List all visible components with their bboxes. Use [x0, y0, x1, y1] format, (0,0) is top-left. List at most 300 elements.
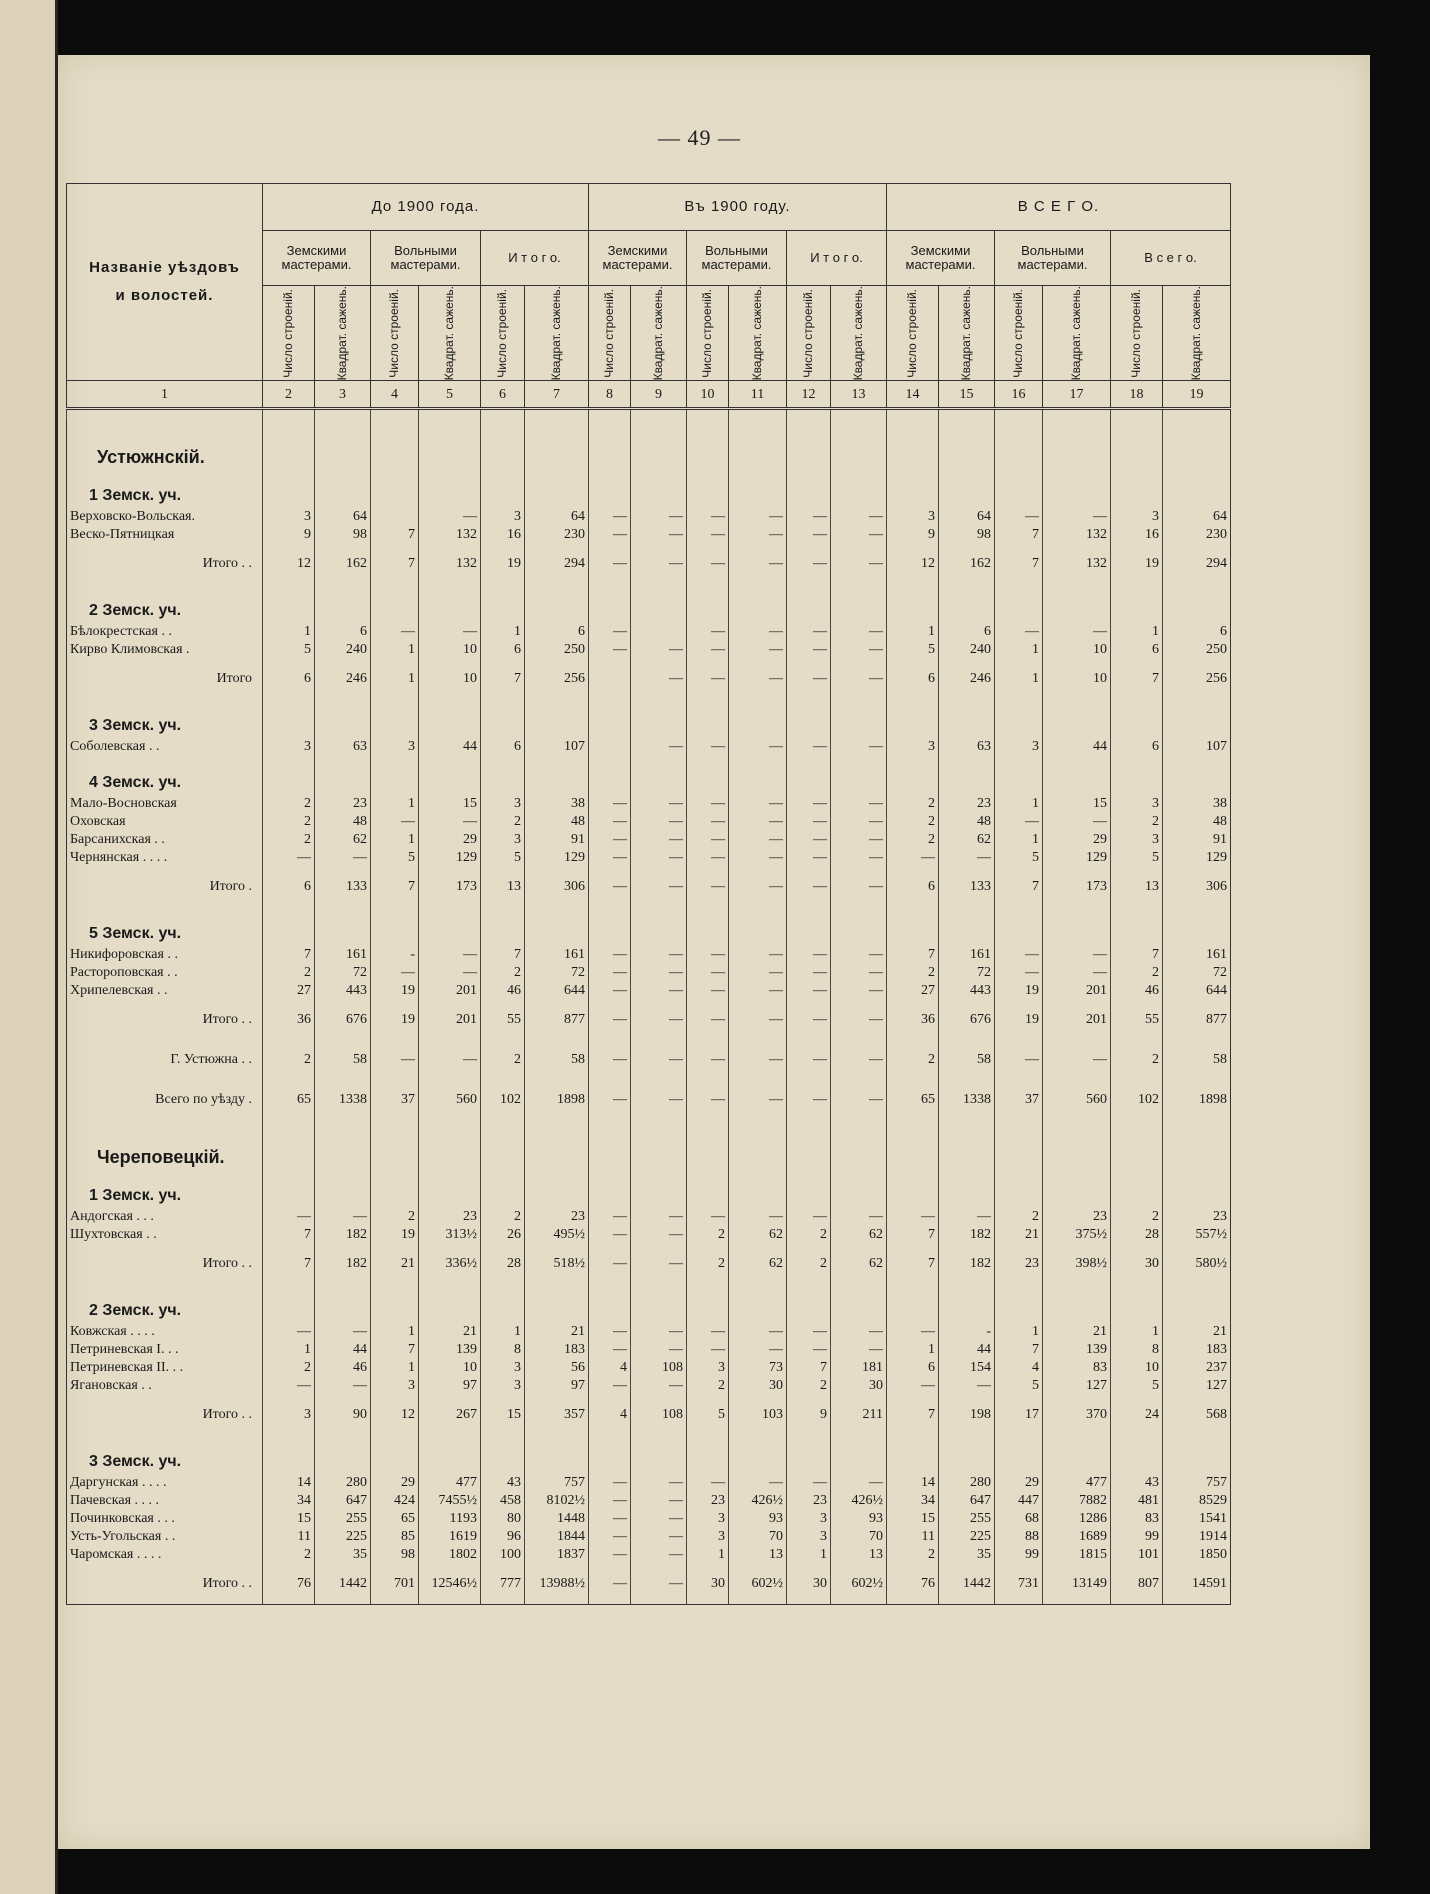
cell-col-15: 246 [939, 659, 995, 699]
cell-col-10 [687, 1120, 729, 1169]
cell-col-17: 560 [1043, 1080, 1111, 1120]
cell-col-2: 11 [263, 1528, 315, 1546]
cell-col-7: 107 [525, 738, 589, 756]
cell-col-4: 7 [371, 867, 419, 907]
cell-col-14 [887, 1169, 939, 1208]
page-number: — 49 — [658, 125, 741, 150]
cell-col-13 [831, 699, 887, 738]
cell-col-10: — [687, 641, 729, 659]
spacer-cell [939, 409, 995, 421]
column-number-16: 16 [995, 381, 1043, 409]
cell-col-16 [995, 1169, 1043, 1208]
group-header-4: Земскими мастерами. [589, 231, 687, 286]
cell-col-14 [887, 907, 939, 946]
cell-col-8 [589, 469, 631, 508]
cell-col-18 [1111, 420, 1163, 469]
cell-col-7: 518½ [525, 1244, 589, 1284]
cell-col-10: — [687, 849, 729, 867]
cell-col-18 [1111, 1169, 1163, 1208]
cell-col-9: — [631, 526, 687, 544]
cell-col-12: 7 [787, 1359, 831, 1377]
row-name: Даргунская . . . . [67, 1474, 263, 1492]
cell-col-7: 13988½ [525, 1564, 589, 1605]
period-header-total: В С Е Г О. [887, 184, 1231, 231]
cell-col-3: — [315, 849, 371, 867]
cell-col-10: 30 [687, 1564, 729, 1605]
cell-col-5: — [419, 964, 481, 982]
cell-col-9: — [631, 641, 687, 659]
column-number-18: 18 [1111, 381, 1163, 409]
group-header-6: И т о г о. [787, 231, 887, 286]
cell-col-10: — [687, 659, 729, 699]
cell-col-19: 250 [1163, 641, 1231, 659]
cell-col-9 [631, 469, 687, 508]
cell-col-8 [589, 699, 631, 738]
cell-col-9: — [631, 1323, 687, 1341]
cell-col-9: — [631, 659, 687, 699]
cell-col-14 [887, 420, 939, 469]
cell-col-3: 225 [315, 1528, 371, 1546]
cell-col-9: — [631, 1244, 687, 1284]
cell-col-6: 458 [481, 1492, 525, 1510]
cell-col-7 [525, 1435, 589, 1474]
cell-col-9: — [631, 831, 687, 849]
table-row [67, 1510, 1231, 1528]
subheader-label: Число строеній. [495, 288, 510, 378]
cell-col-7 [525, 1169, 589, 1208]
cell-col-2: 34 [263, 1492, 315, 1510]
cell-col-5 [419, 420, 481, 469]
cell-col-16: 19 [995, 1000, 1043, 1040]
cell-col-16: 7 [995, 1341, 1043, 1359]
subheader-label: Число строеній. [387, 288, 402, 378]
cell-col-2: 27 [263, 982, 315, 1000]
cell-col-2: 3 [263, 508, 315, 526]
cell-col-16: — [995, 946, 1043, 964]
cell-col-6: 3 [481, 508, 525, 526]
cell-col-12: 3 [787, 1528, 831, 1546]
column-number-9: 9 [631, 381, 687, 409]
subheader-18 [1111, 286, 1163, 381]
subheader-label: Число строеній. [700, 288, 715, 378]
cell-col-5: 560 [419, 1080, 481, 1120]
cell-col-10: — [687, 1323, 729, 1341]
cell-col-18: 46 [1111, 982, 1163, 1000]
cell-col-2: 2 [263, 795, 315, 813]
cell-col-8: — [589, 1000, 631, 1040]
cell-col-5 [419, 1120, 481, 1169]
spacer-cell [589, 409, 631, 421]
cell-col-19: 21 [1163, 1323, 1231, 1341]
cell-col-3: 98 [315, 526, 371, 544]
cell-col-8: — [589, 1474, 631, 1492]
table-row [67, 1226, 1231, 1244]
cell-col-14: 36 [887, 1000, 939, 1040]
spacer-cell [67, 409, 263, 421]
table-header [67, 184, 1231, 409]
cell-col-17: 10 [1043, 641, 1111, 659]
cell-col-16: 19 [995, 982, 1043, 1000]
subheader-4 [371, 286, 419, 381]
cell-col-18: 3 [1111, 508, 1163, 526]
cell-col-16: 7 [995, 544, 1043, 584]
cell-col-14: — [887, 1323, 939, 1341]
cell-col-13: — [831, 982, 887, 1000]
cell-col-19: 580½ [1163, 1244, 1231, 1284]
cell-col-5: 129 [419, 849, 481, 867]
cell-col-6 [481, 699, 525, 738]
cell-col-13 [831, 1120, 887, 1169]
subheader-label: Число строеній. [905, 288, 920, 378]
cell-col-19: 877 [1163, 1000, 1231, 1040]
cell-col-9 [631, 699, 687, 738]
cell-col-2 [263, 907, 315, 946]
table-row [67, 795, 1231, 813]
cell-col-2: 5 [263, 641, 315, 659]
cell-col-2: 1 [263, 623, 315, 641]
cell-col-13: 30 [831, 1377, 887, 1395]
cell-col-18: 19 [1111, 544, 1163, 584]
cell-col-19: 237 [1163, 1359, 1231, 1377]
cell-col-6: 1 [481, 1323, 525, 1341]
cell-col-11 [729, 1120, 787, 1169]
cell-col-15: 161 [939, 946, 995, 964]
cell-col-3: 1442 [315, 1564, 371, 1605]
cell-col-13: — [831, 508, 887, 526]
subheader-8 [589, 286, 631, 381]
cell-col-12: — [787, 982, 831, 1000]
cell-col-8 [589, 1284, 631, 1323]
cell-col-11: 62 [729, 1244, 787, 1284]
cell-col-2 [263, 1435, 315, 1474]
cell-col-12: — [787, 831, 831, 849]
cell-col-4 [371, 1120, 419, 1169]
district-row [67, 420, 1231, 469]
table-row [67, 1546, 1231, 1564]
row-name: Чернянская . . . . [67, 849, 263, 867]
cell-col-18 [1111, 469, 1163, 508]
cell-col-19: 1914 [1163, 1528, 1231, 1546]
cell-col-17: 132 [1043, 544, 1111, 584]
cell-col-11 [729, 907, 787, 946]
cell-col-14: — [887, 849, 939, 867]
cell-col-11: — [729, 526, 787, 544]
table-row [67, 946, 1231, 964]
cell-col-15: 48 [939, 813, 995, 831]
cell-col-18: 2 [1111, 1040, 1163, 1080]
cell-col-17: — [1043, 946, 1111, 964]
cell-col-12 [787, 1435, 831, 1474]
cell-col-3: 90 [315, 1395, 371, 1435]
cell-col-7: 757 [525, 1474, 589, 1492]
cell-col-14: 9 [887, 526, 939, 544]
cell-col-11 [729, 469, 787, 508]
section-row [67, 907, 1231, 946]
cell-col-13: — [831, 795, 887, 813]
cell-col-6: 2 [481, 813, 525, 831]
cell-col-6: 1 [481, 623, 525, 641]
cell-col-12: — [787, 1474, 831, 1492]
cell-col-15 [939, 699, 995, 738]
cell-col-16: 1 [995, 659, 1043, 699]
cell-col-19 [1163, 756, 1231, 795]
cell-col-12 [787, 907, 831, 946]
cell-col-9: — [631, 738, 687, 756]
cell-col-2 [263, 469, 315, 508]
section-row [67, 469, 1231, 508]
cell-col-10: — [687, 738, 729, 756]
cell-col-6: 80 [481, 1510, 525, 1528]
cell-col-13 [831, 907, 887, 946]
cell-col-4: 21 [371, 1244, 419, 1284]
cell-col-9: — [631, 813, 687, 831]
cell-col-19: 294 [1163, 544, 1231, 584]
cell-col-9: — [631, 1040, 687, 1080]
cell-col-16: 731 [995, 1564, 1043, 1605]
cell-col-8: — [589, 982, 631, 1000]
cell-col-7: 8102½ [525, 1492, 589, 1510]
cell-col-6: 96 [481, 1528, 525, 1546]
cell-col-3: 46 [315, 1359, 371, 1377]
cell-col-3 [315, 1284, 371, 1323]
cell-col-13: 93 [831, 1510, 887, 1528]
cell-col-2: 7 [263, 946, 315, 964]
group-header-5: Вольными мастерами. [687, 231, 787, 286]
cell-col-3: 44 [315, 1341, 371, 1359]
cell-col-3: 35 [315, 1546, 371, 1564]
cell-col-13: — [831, 738, 887, 756]
cell-col-17: 1286 [1043, 1510, 1111, 1528]
cell-col-2 [263, 420, 315, 469]
cell-col-2: 1 [263, 1341, 315, 1359]
cell-col-19 [1163, 584, 1231, 623]
cell-col-17: 13149 [1043, 1564, 1111, 1605]
cell-col-10: — [687, 867, 729, 907]
cell-col-5: 132 [419, 526, 481, 544]
cell-col-3: 280 [315, 1474, 371, 1492]
cell-col-7: 495½ [525, 1226, 589, 1244]
group-header-7: Земскими мастерами. [887, 231, 995, 286]
cell-col-16 [995, 469, 1043, 508]
cell-col-8: — [589, 849, 631, 867]
cell-col-7: 21 [525, 1323, 589, 1341]
cell-col-4: 85 [371, 1528, 419, 1546]
cell-col-7: 1448 [525, 1510, 589, 1528]
cell-col-17: 23 [1043, 1208, 1111, 1226]
row-name: Итого . . [67, 1244, 263, 1284]
cell-col-7: 1844 [525, 1528, 589, 1546]
cell-col-15: 182 [939, 1226, 995, 1244]
cell-col-10: 2 [687, 1244, 729, 1284]
cell-col-7: 644 [525, 982, 589, 1000]
cell-col-19: 1898 [1163, 1080, 1231, 1120]
cell-col-12: — [787, 813, 831, 831]
spacer-cell [1111, 409, 1163, 421]
subheader-12 [787, 286, 831, 381]
cell-col-19: 48 [1163, 813, 1231, 831]
cell-col-14: 15 [887, 1510, 939, 1528]
cell-col-14: 1 [887, 623, 939, 641]
cell-col-3: 161 [315, 946, 371, 964]
spacer-cell [525, 409, 589, 421]
cell-col-6 [481, 1284, 525, 1323]
row-name: Хрипелевская . . [67, 982, 263, 1000]
cell-col-14: 7 [887, 1244, 939, 1284]
cell-col-7: 183 [525, 1341, 589, 1359]
cell-col-18: 481 [1111, 1492, 1163, 1510]
row-name: Итого . . [67, 544, 263, 584]
cell-col-11 [729, 1169, 787, 1208]
cell-col-15: 225 [939, 1528, 995, 1546]
cell-col-15: 280 [939, 1474, 995, 1492]
cell-col-10: — [687, 1474, 729, 1492]
document-page [58, 55, 1370, 1849]
cell-col-10: 5 [687, 1395, 729, 1435]
cell-col-9 [631, 1169, 687, 1208]
table-row [67, 1208, 1231, 1226]
cell-col-15: 198 [939, 1395, 995, 1435]
row-name: Итого . . [67, 1564, 263, 1605]
cell-col-18 [1111, 699, 1163, 738]
row-name: Верховско-Вольская. [67, 508, 263, 526]
cell-col-19 [1163, 1435, 1231, 1474]
cell-col-17: 398½ [1043, 1244, 1111, 1284]
cell-col-8: — [589, 1528, 631, 1546]
cell-col-11 [729, 756, 787, 795]
row-name: Итого [67, 659, 263, 699]
cell-col-19: 183 [1163, 1341, 1231, 1359]
cell-col-9: — [631, 982, 687, 1000]
district-row [67, 1120, 1231, 1169]
table-row [67, 964, 1231, 982]
cell-col-4 [371, 508, 419, 526]
cell-col-7 [525, 584, 589, 623]
cell-col-13: 181 [831, 1359, 887, 1377]
cell-col-19: 230 [1163, 526, 1231, 544]
cell-col-2: 2 [263, 1040, 315, 1080]
column-number-17: 17 [1043, 381, 1111, 409]
cell-col-10 [687, 1284, 729, 1323]
cell-col-13 [831, 1169, 887, 1208]
table-row [67, 623, 1231, 641]
cell-col-13 [831, 420, 887, 469]
cell-col-17 [1043, 584, 1111, 623]
cell-col-6: 19 [481, 544, 525, 584]
total-row [67, 1244, 1231, 1284]
cell-col-15: 62 [939, 831, 995, 849]
cell-col-14 [887, 1284, 939, 1323]
cell-col-8: — [589, 1377, 631, 1395]
cell-col-8: — [589, 641, 631, 659]
cell-col-17 [1043, 756, 1111, 795]
cell-col-11: 13 [729, 1546, 787, 1564]
cell-col-10: 3 [687, 1528, 729, 1546]
cell-col-14: 1 [887, 1341, 939, 1359]
cell-col-15: 240 [939, 641, 995, 659]
cell-col-15: 72 [939, 964, 995, 982]
cell-col-5 [419, 907, 481, 946]
cell-col-15: 44 [939, 1341, 995, 1359]
total-row [67, 1395, 1231, 1435]
cell-col-18 [1111, 1284, 1163, 1323]
name-header-line2: и волостей. [115, 287, 214, 305]
cell-col-10: — [687, 1000, 729, 1040]
cell-col-13: — [831, 946, 887, 964]
cell-col-18 [1111, 1435, 1163, 1474]
cell-col-15: 98 [939, 526, 995, 544]
cell-col-16 [995, 584, 1043, 623]
cell-col-7: 91 [525, 831, 589, 849]
cell-col-14: 27 [887, 982, 939, 1000]
subheader-10 [687, 286, 729, 381]
cell-col-6: 7 [481, 946, 525, 964]
cell-col-13 [831, 756, 887, 795]
cell-col-14: 3 [887, 508, 939, 526]
cell-col-11: — [729, 1000, 787, 1040]
cell-col-4: 1 [371, 831, 419, 849]
cell-col-6 [481, 1120, 525, 1169]
cell-col-13: 211 [831, 1395, 887, 1435]
cell-col-15 [939, 907, 995, 946]
cell-col-10 [687, 469, 729, 508]
cell-col-12: 23 [787, 1492, 831, 1510]
cell-col-9: 108 [631, 1395, 687, 1435]
cell-col-11: 602½ [729, 1564, 787, 1605]
cell-col-3 [315, 756, 371, 795]
cell-col-19: 644 [1163, 982, 1231, 1000]
cell-col-13: 602½ [831, 1564, 887, 1605]
cell-col-18: 28 [1111, 1226, 1163, 1244]
cell-col-8: — [589, 1040, 631, 1080]
cell-col-3 [315, 1120, 371, 1169]
cell-col-19: 256 [1163, 659, 1231, 699]
section-row [67, 699, 1231, 738]
cell-col-13 [831, 469, 887, 508]
cell-col-11: — [729, 867, 787, 907]
cell-col-13: — [831, 1474, 887, 1492]
cell-col-17: 139 [1043, 1341, 1111, 1359]
cell-col-14: 34 [887, 1492, 939, 1510]
cell-col-4: 424 [371, 1492, 419, 1510]
cell-col-4 [371, 420, 419, 469]
table-row [67, 849, 1231, 867]
cell-col-15: 1338 [939, 1080, 995, 1120]
cell-col-18: 24 [1111, 1395, 1163, 1435]
cell-col-9 [631, 584, 687, 623]
cell-col-2: 2 [263, 831, 315, 849]
cell-col-7 [525, 1284, 589, 1323]
cell-col-14: 12 [887, 544, 939, 584]
cell-col-19 [1163, 469, 1231, 508]
cell-col-4: — [371, 813, 419, 831]
cell-col-4: 5 [371, 849, 419, 867]
cell-col-4: - [371, 946, 419, 964]
cell-col-3: 162 [315, 544, 371, 584]
cell-col-11: — [729, 849, 787, 867]
cell-col-7 [525, 420, 589, 469]
cell-col-17: 1689 [1043, 1528, 1111, 1546]
cell-col-19 [1163, 1169, 1231, 1208]
total-row [67, 1080, 1231, 1120]
cell-col-7: 877 [525, 1000, 589, 1040]
cell-col-3 [315, 420, 371, 469]
cell-col-4: 701 [371, 1564, 419, 1605]
cell-col-12: — [787, 1000, 831, 1040]
cell-col-15: 35 [939, 1546, 995, 1564]
cell-col-5 [419, 1435, 481, 1474]
cell-col-8: — [589, 795, 631, 813]
cell-col-12: 30 [787, 1564, 831, 1605]
